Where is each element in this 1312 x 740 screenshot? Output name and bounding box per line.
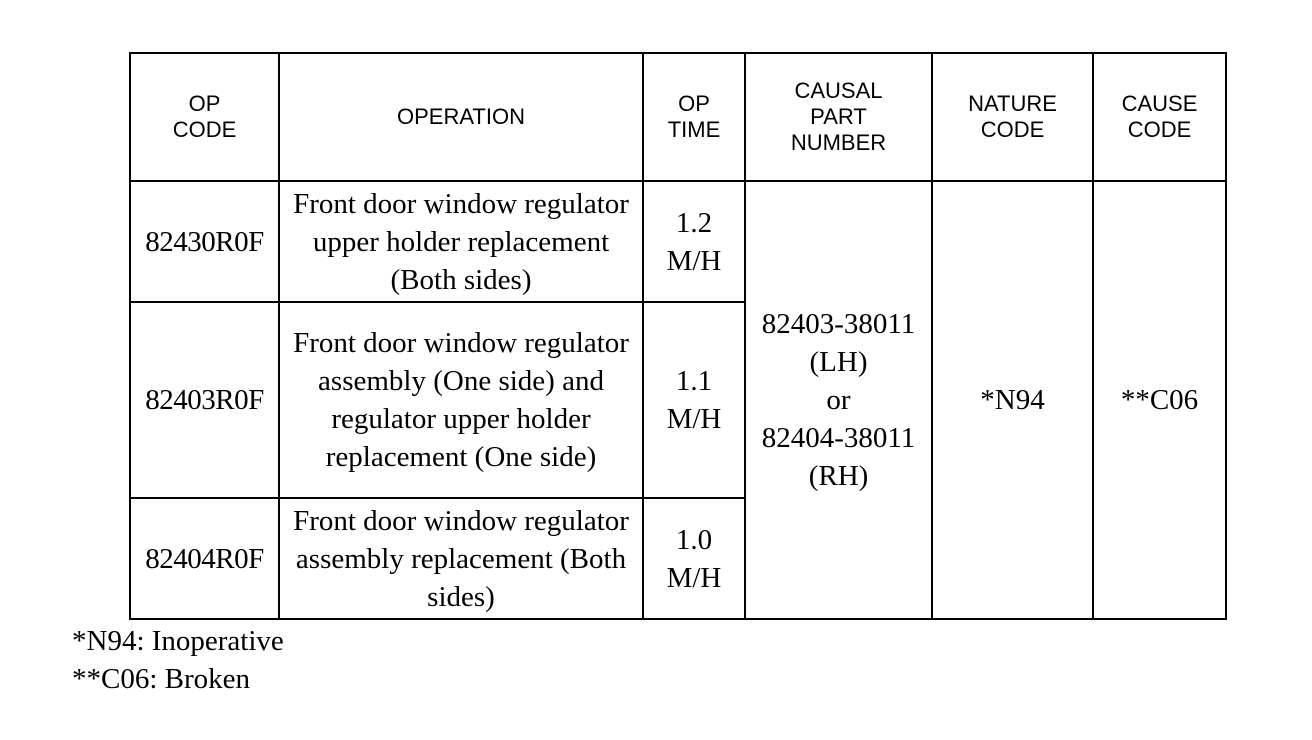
header-nature-code-line: NATURE — [968, 91, 1057, 116]
causal-part-line: 82403-38011 — [761, 308, 916, 340]
header-nature-code-line: CODE — [980, 117, 1045, 142]
operation-cell: Front door window regulator assembly (One side) and regulator upper holder replacement (One side) — [279, 302, 643, 498]
op-time-value: 1.1 — [675, 365, 713, 397]
op-time-cell — [643, 302, 745, 498]
header-nature-code — [932, 53, 1093, 181]
causal-part-line: (RH) — [808, 460, 869, 492]
header-op-time-line: OP — [678, 91, 710, 116]
op-time-unit: M/H — [666, 403, 722, 435]
op-time-value: 1.2 — [675, 206, 713, 239]
op-time-unit: M/H — [666, 244, 722, 277]
causal-part-line: or — [826, 384, 851, 416]
footnote-cause-code: **C06: Broken — [72, 663, 251, 695]
header-row — [130, 53, 1226, 181]
op-time-value: 1.0 — [675, 523, 713, 556]
causal-part-line: 82404-38011 — [761, 422, 916, 454]
op-code-cell: 82430R0F — [130, 181, 279, 302]
nature-code-cell: *N94 — [932, 181, 1093, 619]
operation-cell: Front door window regulator assembly replacement (Both sides) — [279, 498, 643, 619]
header-cause-code-line: CODE — [1127, 117, 1192, 142]
op-code-cell: 82404R0F — [130, 498, 279, 619]
op-time-cell — [643, 498, 745, 619]
causal-part-line: (LH) — [809, 346, 868, 378]
header-op-time-line: TIME — [667, 117, 721, 142]
header-op-code-line: CODE — [172, 117, 237, 142]
warranty-operation-table — [129, 52, 1227, 620]
table-row — [130, 181, 1226, 302]
header-operation-line: OPERATION — [397, 104, 525, 129]
op-time-cell — [643, 181, 745, 302]
header-causal-part-line: CAUSAL — [794, 78, 883, 103]
footnote-nature-code: *N94: Inoperative — [72, 625, 284, 657]
header-op-code-line: OP — [188, 91, 221, 116]
header-op-code — [130, 53, 279, 181]
cause-code-cell: **C06 — [1093, 181, 1226, 619]
header-op-time — [643, 53, 745, 181]
header-cause-code — [1093, 53, 1226, 181]
footnotes — [72, 622, 284, 698]
header-causal-part-line: NUMBER — [790, 130, 887, 155]
operation-cell: Front door window regulator upper holder replacement (Both sides) — [279, 181, 643, 302]
causal-part-number-cell — [745, 181, 932, 619]
header-operation — [279, 53, 643, 181]
op-code-cell: 82403R0F — [130, 302, 279, 498]
op-time-unit: M/H — [666, 561, 722, 594]
header-causal-part-line: PART — [810, 104, 867, 129]
header-cause-code-line: CAUSE — [1121, 91, 1198, 116]
header-causal-part-number — [745, 53, 932, 181]
